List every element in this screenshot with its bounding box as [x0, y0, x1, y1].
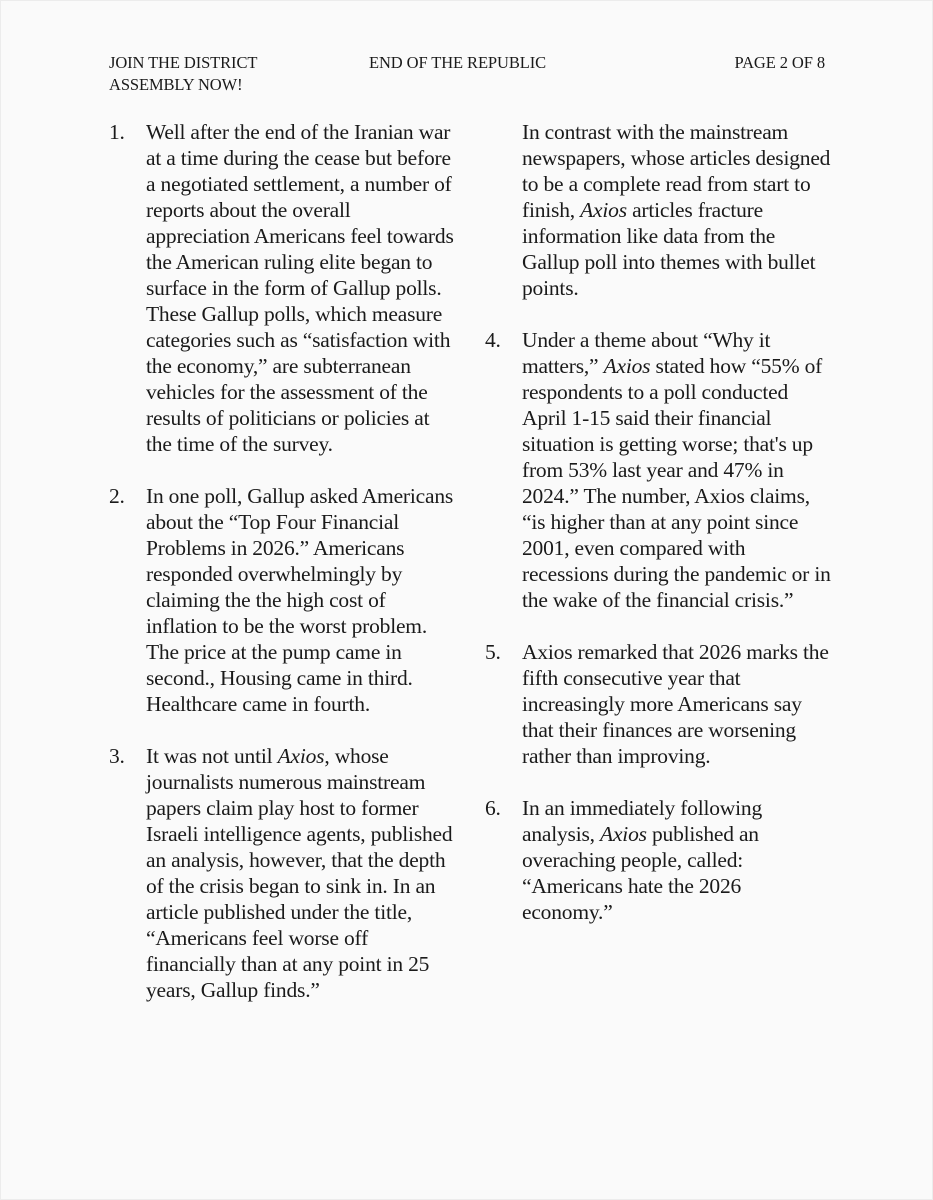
item-text: In one poll, Gallup asked Americans about the “Top Four Financial Problems in 2026.” Americans responded overwhelmingly by claiming the the high cost of inflation to be the worst problem. The price at the pump came in second., Housing came in third. Healthcare came in fourth.	[146, 484, 454, 716]
text-run: published an overaching people, called: “Americans hate the 2026 economy.”	[522, 822, 759, 924]
text-run: In contrast with the mainstream newspapers, whose articles designed to be a complete read from start to finish,	[522, 120, 831, 222]
text-run: stated how “55% of respondents to a poll conducted April 1-15 said their financial situation is getting worse; that's up from 53% last year and 47% in 2024.” The number, Axios claims, “is higher than at any point since 2001, even compared with recessions during the pandemic or in the wake of the financial crisis.”	[522, 354, 831, 612]
left-column	[109, 119, 459, 1029]
item-text: Well after the end of the Iranian war at a time during the cease but before a negotiated settlement, a number of reports about the overall appreciation Americans feel towards the American ruling elite began to surface in the form of Gallup polls. These Gallup polls, which measure categories such as “satisfaction with the economy,” are subterranean vehicles for the assessment of the results of politicians or policies at the time of the survey.	[146, 120, 454, 456]
list-item	[109, 119, 459, 457]
text-run: It was not until	[146, 744, 278, 768]
publication-name: Axios	[277, 744, 325, 768]
item-number: 5.	[485, 640, 501, 664]
item-text	[522, 327, 835, 613]
item-number: 4.	[485, 328, 501, 352]
header-title: END OF THE REPUBLIC	[369, 53, 547, 72]
list-item	[109, 743, 459, 1003]
text-run: , whose journalists numerous mainstream papers claim play host to former Israeli intelligence agents, published an analysis, however, that the depth of the crisis began to sink in. In an article published under the title, “Americans feel worse off financially than at any point in 25 years, Gallup finds.”	[146, 744, 453, 1002]
text-run: articles fracture information like data from the Gallup poll into themes with bullet points.	[522, 198, 816, 300]
publication-name: Axios	[603, 354, 651, 378]
continuation-paragraph	[485, 119, 835, 301]
list-item	[485, 639, 835, 769]
text-run: In an immediately following analysis,	[522, 796, 763, 846]
publication-name: Axios	[600, 822, 647, 846]
list-item	[485, 327, 835, 613]
header-left: JOIN THE DISTRICT ASSEMBLY NOW!	[109, 53, 258, 94]
publication-name: Axios	[580, 198, 627, 222]
list-item	[109, 483, 459, 717]
item-text	[522, 795, 835, 925]
right-column	[485, 119, 835, 951]
text-run: Under a theme about “Why it matters,”	[522, 328, 771, 378]
item-number: 3.	[109, 744, 125, 768]
item-text	[146, 743, 459, 1003]
item-number: 1.	[109, 120, 125, 144]
item-text: Axios remarked that 2026 marks the fifth consecutive year that increasingly more Americans say that their finances are worsening rather than improving.	[522, 640, 829, 768]
page-number: PAGE 2 OF 8	[734, 53, 825, 72]
item-text	[522, 119, 835, 301]
item-number: 6.	[485, 796, 501, 820]
item-number: 2.	[109, 484, 125, 508]
list-item	[485, 795, 835, 925]
